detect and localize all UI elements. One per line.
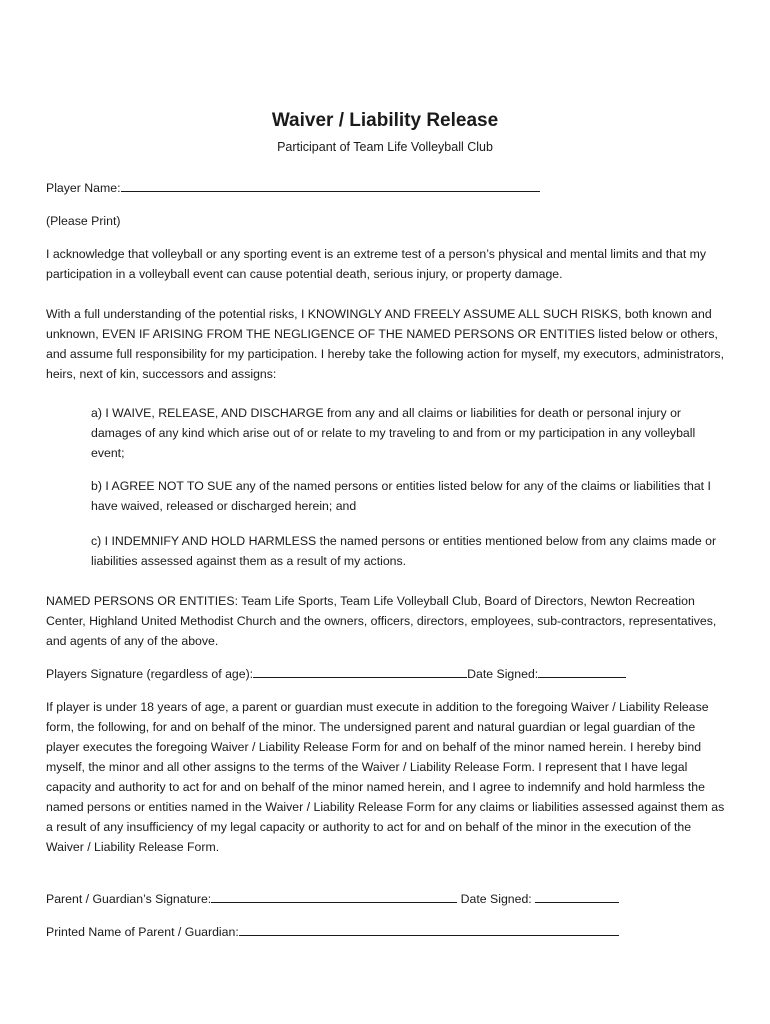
parent-signature-label: Parent / Guardian’s Signature:: [46, 892, 212, 906]
printed-name-row: [46, 922, 619, 942]
waiver-item-a: a) I WAIVE, RELEASE, AND DISCHARGE from any and all claims or liabilities for death or personal injury or damages of any kind which arise out of or relate to my traveling to and from or my participation in any volleyball event;: [91, 406, 696, 460]
document-subtitle: Participant of Team Life Volleyball Club: [277, 140, 493, 154]
player-name-field[interactable]: [121, 178, 540, 192]
printed-name-field[interactable]: [239, 922, 619, 936]
players-signature-row: [46, 664, 626, 684]
acknowledge-paragraph: I acknowledge that volleyball or any sporting event is an extreme test of a person’s physical and mental limits and that my participation in a volleyball event can cause potential death, serious injury, or property damage.: [46, 247, 707, 281]
printed-name-label: Printed Name of Parent / Guardian:: [46, 925, 239, 939]
date-signed-field[interactable]: [538, 664, 626, 678]
player-name-row: [46, 178, 540, 198]
parent-date-signed-label: Date Signed:: [457, 892, 536, 906]
parent-signature-field[interactable]: [211, 889, 457, 903]
document-title: Waiver / Liability Release: [271, 110, 499, 131]
parent-date-signed-field[interactable]: [535, 889, 619, 903]
named-persons-paragraph: NAMED PERSONS OR ENTITIES: Team Life Sports, Team Life Volleyball Club, Board of Directors, Newton Recreation Center, Highland United Methodist Church and the owners, officers, directors, employees, sub-contractors, representatives, and agents of any of the above.: [46, 594, 717, 648]
players-signature-label: Players Signature (regardless of age):: [46, 667, 254, 681]
parent-signature-row: [46, 889, 619, 909]
understanding-paragraph: With a full understanding of the potential risks, I KNOWINGLY AND FREELY ASSUME ALL SUCH RISKS, both known and unknown, EVEN IF ARISING FROM THE NEGLIGENCE OF THE NAMED PERSONS OR ENTITIES listed below or others, and assume full responsibility for my participation. I hereby take the following action for myself, my executors, administrators, heirs, next of kin, successors and assigns:: [46, 307, 724, 381]
please-print-note: (Please Print): [46, 214, 121, 228]
minor-paragraph: If player is under 18 years of age, a parent or guardian must execute in addition to the foregoing Waiver / Liability Release form, the following, for and on behalf of the minor. The undersigned parent and natural guardian or legal guardian of the player executes the foregoing Waiver / Liability Release Form for and on behalf of the minor named herein. I hereby bind myself, the minor and all other assigns to the terms of the Waiver / Liability Release Form. I represent that I have legal capacity and authority to act for and on behalf of the minor named herein, and I agree to indemnify and hold harmless the named persons or entities named in the Waiver / Liability Release Form for any claims or liabilities assessed against them as a result of any insufficiency of my legal capacity or authority to act for and on behalf of the minor in the execution of the Waiver / Liability Release Form.: [46, 700, 725, 854]
waiver-item-b: b) I AGREE NOT TO SUE any of the named persons or entities listed below for any of the claims or liabilities that I have waived, released or discharged herein; and: [91, 479, 711, 513]
players-signature-field[interactable]: [253, 664, 467, 678]
player-name-label: Player Name:: [46, 181, 121, 195]
waiver-item-c: c) I INDEMNIFY AND HOLD HARMLESS the named persons or entities mentioned below from any claims made or liabilities assessed against them as a result of my actions.: [91, 534, 717, 568]
date-signed-label: Date Signed:: [467, 667, 539, 681]
